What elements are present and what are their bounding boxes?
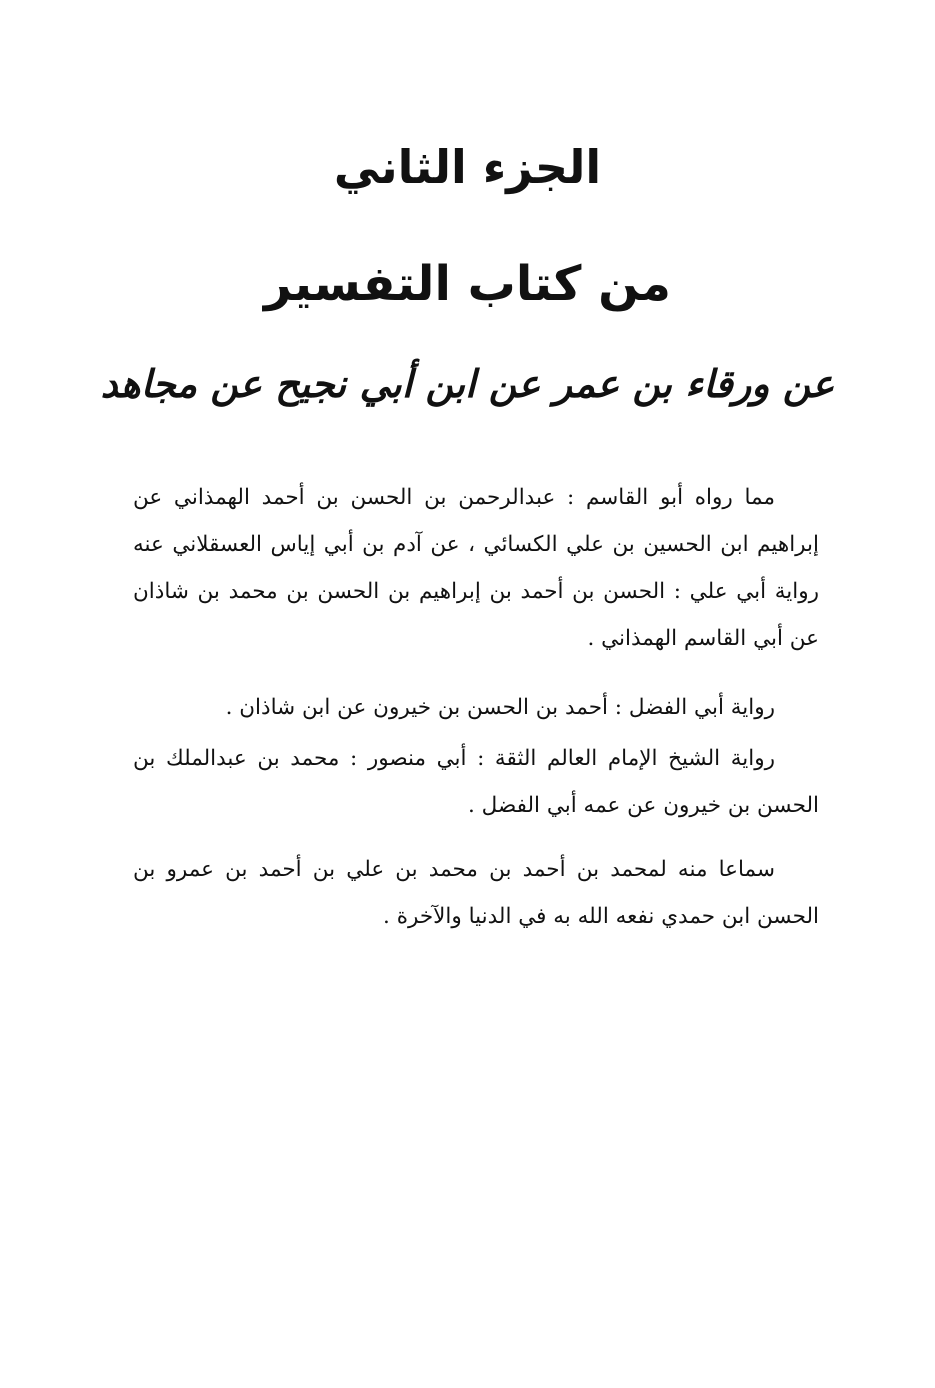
paragraph-text: رواية الشيخ الإمام العالم الثقة : أبي منصور : محمد بن عبدالملك بن الحسن بن خيرون عن عمه أبي الفضل . (133, 746, 819, 818)
book-title: من كتاب التفسير (263, 256, 671, 312)
transmission-chain-heading: عن ورقاء بن عمر عن ابن أبي نجيح عن مجاهد (100, 362, 835, 406)
audition-paragraph (133, 846, 819, 940)
paragraph-text: مما رواه أبو القاسم : عبدالرحمن بن الحسن بن أحمد الهمذاني عن إبراهيم ابن الحسين بن علي الكسائي ، عن آدم بن أبي إياس العسقلاني عنه رواية أبي علي : الحسن بن أحمد بن إبراهيم بن الحسن بن محمد بن شاذان عن أبي القاسم الهمذاني . (133, 485, 819, 651)
narration-paragraph-2 (133, 684, 819, 731)
paragraph-text: سماعا منه لمحمد بن أحمد بن محمد بن علي بن أحمد بن عمرو بن الحسن ابن حمدي نفعه الله به في الدنيا والآخرة . (133, 857, 819, 929)
part-heading: الجزء الثاني (333, 140, 602, 194)
paragraph-text: رواية أبي الفضل : أحمد بن الحسن بن خيرون عن ابن شاذان . (225, 695, 775, 720)
narration-paragraph-1 (133, 474, 819, 662)
narration-paragraph-3 (133, 735, 819, 829)
